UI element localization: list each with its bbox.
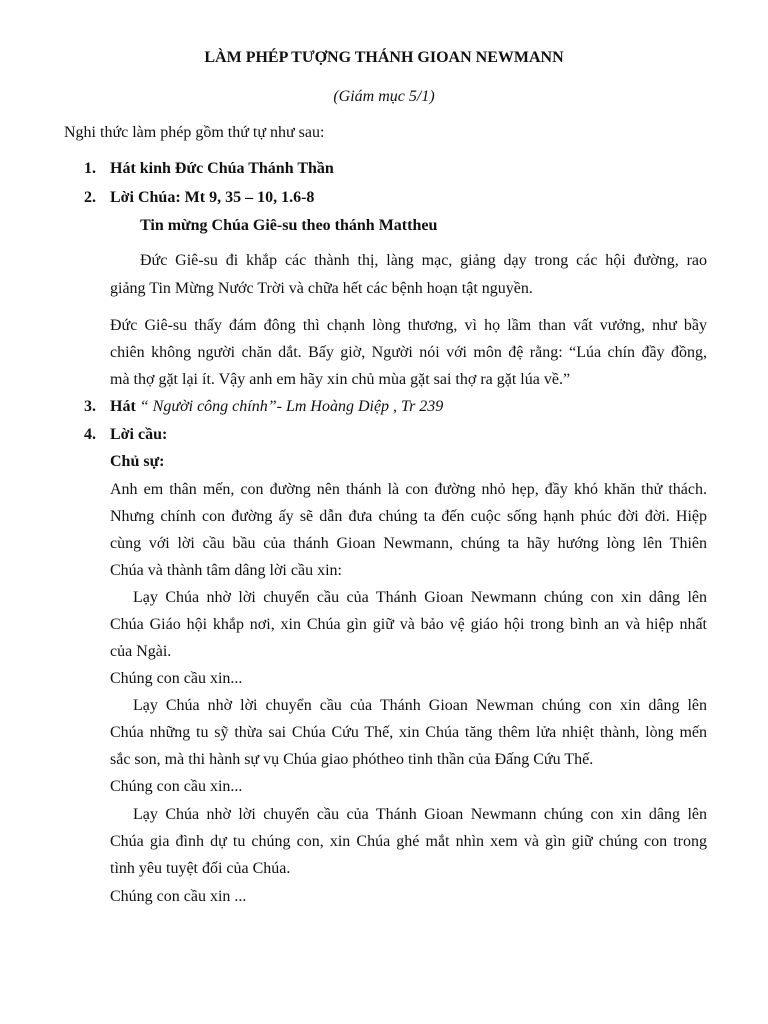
document-title: LÀM PHÉP TƯỢNG THÁNH GIOAN NEWMANN xyxy=(204,49,564,66)
item-number: 1. xyxy=(84,160,96,177)
hymn-detail: “ Người công chính”- Lm Hoàng Diệp , Tr 239 xyxy=(139,398,444,415)
celebrant-label: Chủ sự: xyxy=(110,453,165,470)
item-label: Lời Chúa: Mt 9, 35 – 10, 1.6-8 xyxy=(110,189,315,206)
intention-line: Lạy Chúa nhờ lời chuyển cầu của Thánh Gioan Newman chúng con xin dâng lên xyxy=(133,697,707,714)
item-label: Hát kinh Đức Chúa Thánh Thần xyxy=(110,160,334,177)
intention-line: Chúa Giáo hội khắp nơi, xin Chúa gìn giữ và bảo vệ giáo hội trong bình an và hiệp nhất xyxy=(110,616,707,633)
prayer-opening-line: cùng với lời cầu bầu của thánh Gioan Newmann, chúng ta hãy hướng lòng lên Thiên xyxy=(110,535,707,552)
intention-line: Chúa những tu sỹ thừa sai Chúa Cứu Thế, xin Chúa tăng thêm lửa nhiệt thành, lòng mến xyxy=(110,724,707,741)
gospel-paragraph-line: giảng Tin Mừng Nước Trời và chữa hết các bệnh hoạn tật nguyền. xyxy=(110,280,533,297)
gospel-paragraph-line: Đức Giê-su thấy đám đông thì chạnh lòng thương, vì họ lầm than vất vưởng, như bầy xyxy=(110,317,707,334)
prayer-opening-line: Nhưng chính con đường ấy sẽ dẫn đưa chúng ta đến cuộc sống hạnh phúc đời đời. Hiệp xyxy=(110,508,707,525)
item-label: Hát xyxy=(110,398,136,415)
item-label: Lời cầu: xyxy=(110,426,168,443)
intention-line: tình yêu tuyệt đối của Chúa. xyxy=(110,860,291,877)
item-number: 4. xyxy=(84,426,96,443)
intro-text: Nghi thức làm phép gồm thứ tự như sau: xyxy=(64,124,325,141)
gospel-paragraph-line: chiên không người chăn dắt. Bấy giờ, Người nói với môn đệ rằng: “Lúa chín đầy đồng, xyxy=(110,344,707,361)
intention-line: Lạy Chúa nhờ lời chuyển cầu của Thánh Gioan Newmann chúng con xin dâng lên xyxy=(133,806,707,823)
intention-line: Lạy Chúa nhờ lời chuyển cầu của Thánh Gioan Newmann chúng con xin dâng lên xyxy=(133,589,707,606)
item-number: 2. xyxy=(84,189,96,206)
response-line: Chúng con cầu xin... xyxy=(110,670,243,687)
intention-line: của Ngài. xyxy=(110,643,172,660)
hymn-line xyxy=(110,397,443,417)
response-line: Chúng con cầu xin... xyxy=(110,778,243,795)
prayer-opening-line: Anh em thân mến, con đường nên thánh là con đường nhỏ hẹp, đầy khó khăn thử thách. xyxy=(110,481,707,498)
item-number: 3. xyxy=(84,398,96,415)
intention-line: Chúa gia đình dự tu chúng con, xin Chúa ghé mắt nhìn xem và gìn giữ chúng con trong xyxy=(110,833,707,850)
gospel-paragraph-line: mà thợ gặt lại ít. Vậy anh em hãy xin chủ mùa gặt sai thợ ra gặt lúa về.” xyxy=(110,371,571,388)
gospel-paragraph-line: Đức Giê-su đi khắp các thành thị, làng mạc, giảng dạy trong các hội đường, rao xyxy=(140,252,707,269)
document-subtitle: (Giám mục 5/1) xyxy=(333,88,435,105)
intention-line: sắc son, mà thi hành sự vụ Chúa giao phótheo tinh thần của Đấng Cứu Thế. xyxy=(110,751,594,768)
gospel-heading: Tin mừng Chúa Giê-su theo thánh Mattheu xyxy=(140,217,438,234)
response-line: Chúng con cầu xin ... xyxy=(110,888,247,905)
prayer-opening-line: Chúa và thành tâm dâng lời cầu xin: xyxy=(110,562,342,579)
